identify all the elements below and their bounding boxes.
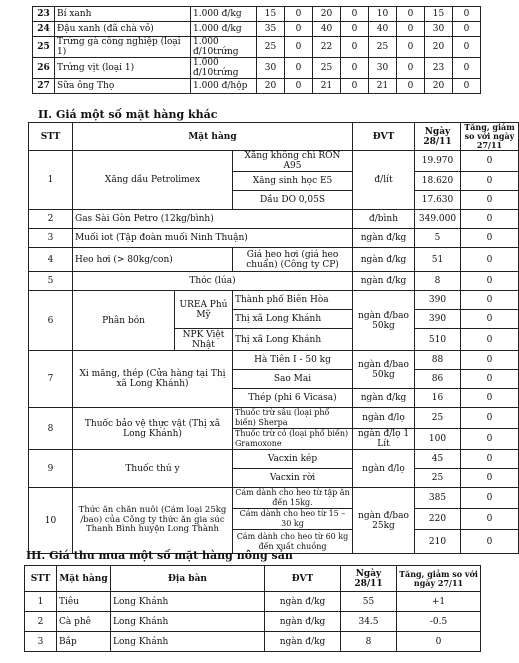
sub-item: Xăng không chì RON A95 (233, 151, 353, 172)
sub-item: Vacxin rời (233, 469, 353, 488)
row-stt: 8 (29, 408, 73, 450)
sub-item: Dầu DO 0,05S (233, 191, 353, 210)
price-cell: 21 (313, 79, 341, 94)
change: 0 (461, 248, 519, 272)
change: 0 (461, 151, 519, 172)
sub-item: Thuốc trừ sâu (loại phổ biến) Sherpa (233, 408, 353, 429)
row-stt: 6 (29, 291, 73, 351)
price-cell: 0 (397, 79, 425, 94)
price: 390 (415, 310, 461, 329)
price-cell: 0 (285, 37, 313, 58)
price-cell: 0 (397, 58, 425, 79)
price: 8 (415, 272, 461, 291)
table-row (33, 22, 481, 37)
header-unit: ĐVT (353, 123, 415, 151)
price-cell: 0 (341, 7, 369, 22)
price-cell: 30 (369, 58, 397, 79)
row-area: Long Khánh (111, 632, 265, 652)
row-item: Thuốc thú y (73, 450, 233, 488)
price-cell: 0 (285, 22, 313, 37)
change: 0 (461, 210, 519, 229)
sub-item: Giá heo hơi (giá heo chuẩn) (Công ty CP) (233, 248, 353, 272)
price-table-continued (32, 6, 481, 94)
price: 34.5 (341, 612, 397, 632)
price-cell: 22 (313, 37, 341, 58)
row-item: Tiêu (57, 592, 111, 612)
change: 0 (461, 272, 519, 291)
table-row (33, 37, 481, 58)
change: 0 (461, 172, 519, 191)
price: 220 (415, 509, 461, 530)
table-row (33, 7, 481, 22)
row-stt: 2 (29, 210, 73, 229)
price: 5 (415, 229, 461, 248)
sub-item: Sao Mai (233, 370, 353, 389)
price-cell: 0 (453, 7, 481, 22)
row-unit: ngàn đ/kg (353, 389, 415, 408)
price-cell: 0 (453, 79, 481, 94)
row-item: Thuốc bảo vệ thực vật (Thị xã Long Khánh) (73, 408, 233, 450)
header-item: Mặt hàng (57, 566, 111, 592)
change: 0 (461, 509, 519, 530)
table-row (33, 58, 481, 79)
row-item: Muối iot (Tập đoàn muối Ninh Thuận) (73, 229, 353, 248)
row-unit: ngàn đ/bao 50kg (353, 291, 415, 351)
price: 8 (341, 632, 397, 652)
change: 0 (461, 429, 519, 450)
row-item: Bí xanh (55, 7, 191, 22)
row-stt: 4 (29, 248, 73, 272)
row-item: Gas Sài Gòn Petro (12kg/bình) (73, 210, 353, 229)
farm-produce-price-table (24, 565, 481, 652)
row-unit: đ/lít (353, 151, 415, 210)
row-item: Heo hơi (> 80kg/con) (73, 248, 233, 272)
row-item: Đậu xanh (đã chà vỏ) (55, 22, 191, 37)
price-cell: 20 (313, 7, 341, 22)
other-goods-price-table-body (28, 122, 519, 554)
price-cell: 25 (313, 58, 341, 79)
change: 0 (461, 291, 519, 310)
row-stt: 5 (29, 272, 73, 291)
row-item: Xi măng, thép (Cửa hàng tại Thị xã Long Khánh) (73, 351, 233, 408)
header-change: Tăng, giảm so với ngày 27/11 (397, 566, 481, 592)
change: 0 (461, 389, 519, 408)
price-cell: 20 (257, 79, 285, 94)
header-stt: STT (29, 123, 73, 151)
price-cell: 0 (453, 58, 481, 79)
price-cell: 23 (425, 58, 453, 79)
row-unit: 1.000 đ/kg (191, 7, 257, 22)
row-unit: đ/bình (353, 210, 415, 229)
price: 349.000 (415, 210, 461, 229)
price: 88 (415, 351, 461, 370)
row-item: Thức ăn chăn nuôi (Cám loại 25kg /bao) của Công ty thức ăn gia súc Thanh Bình huyện Long Thành (73, 488, 233, 554)
price: 55 (341, 592, 397, 612)
price-cell: 40 (313, 22, 341, 37)
row-unit: ngàn đ/lọ 1 Lít (353, 429, 415, 450)
price-cell: 0 (285, 58, 313, 79)
row-stt: 9 (29, 450, 73, 488)
row-unit: ngàn đ/kg (353, 272, 415, 291)
header-item: Mặt hàng (73, 123, 353, 151)
row-unit: ngàn đ/lọ (353, 408, 415, 429)
price-cell: 0 (397, 22, 425, 37)
price-cell: 40 (369, 22, 397, 37)
change: +1 (397, 592, 481, 612)
price: 510 (415, 329, 461, 351)
change: 0 (461, 191, 519, 210)
row-stt: 26 (33, 58, 55, 79)
sub-item: Hà Tiên I - 50 kg (233, 351, 353, 370)
price-cell: 0 (453, 37, 481, 58)
change: 0 (461, 310, 519, 329)
row-item: Sữa ông Thọ (55, 79, 191, 94)
price: 19.970 (415, 151, 461, 172)
group-label: UREA Phú Mỹ (175, 291, 233, 329)
change: 0 (461, 229, 519, 248)
header-area: Địa bàn (111, 566, 265, 592)
header-unit: ĐVT (265, 566, 341, 592)
price-cell: 0 (341, 22, 369, 37)
sub-item: Thị xã Long Khánh (233, 329, 353, 351)
change: -0.5 (397, 612, 481, 632)
price-cell: 15 (257, 7, 285, 22)
price-cell: 25 (369, 37, 397, 58)
row-unit: ngàn đ/kg (353, 229, 415, 248)
row-stt: 23 (33, 7, 55, 22)
price-cell: 25 (257, 37, 285, 58)
price-cell: 0 (341, 58, 369, 79)
price-cell: 30 (257, 58, 285, 79)
sub-item: Thị xã Long Khánh (233, 310, 353, 329)
sub-item: Thép (phi 6 Vicasa) (233, 389, 353, 408)
header-stt: STT (25, 566, 57, 592)
table-row (25, 632, 481, 652)
row-area: Long Khánh (111, 592, 265, 612)
price: 16 (415, 389, 461, 408)
change: 0 (461, 530, 519, 554)
row-stt: 27 (33, 79, 55, 94)
price-cell: 15 (425, 7, 453, 22)
row-unit: ngàn đ/bao 25kg (353, 488, 415, 554)
change: 0 (461, 351, 519, 370)
price: 100 (415, 429, 461, 450)
section-2-heading: II. Giá một số mặt hàng khác (38, 108, 218, 121)
sub-item: Cám dành cho heo từ 15 – 30 kg (233, 509, 353, 530)
row-stt: 10 (29, 488, 73, 554)
row-stt: 1 (29, 151, 73, 210)
change: 0 (461, 469, 519, 488)
sub-item: Thành phố Biên Hòa (233, 291, 353, 310)
table-row (25, 612, 481, 632)
price-cell: 0 (397, 37, 425, 58)
table-row (33, 79, 481, 94)
row-stt: 25 (33, 37, 55, 58)
price-cell: 0 (397, 7, 425, 22)
row-stt: 24 (33, 22, 55, 37)
table-row (25, 592, 481, 612)
price: 210 (415, 530, 461, 554)
sub-item: Vacxin kép (233, 450, 353, 469)
row-stt: 1 (25, 592, 57, 612)
row-stt: 2 (25, 612, 57, 632)
price: 385 (415, 488, 461, 509)
row-stt: 7 (29, 351, 73, 408)
row-unit: ngàn đ/bao 50kg (353, 351, 415, 389)
group-label: NPK Việt Nhật (175, 329, 233, 351)
row-unit: 1.000 đ/10trứng (191, 58, 257, 79)
row-item: Phân bón (73, 291, 175, 351)
change: 0 (461, 370, 519, 389)
sub-item: Cám dành cho heo từ 60 kg đến xuất chuồng (233, 530, 353, 554)
price: 25 (415, 408, 461, 429)
header-date: Ngày 28/11 (341, 566, 397, 592)
row-item: Trứng vịt (loại 1) (55, 58, 191, 79)
row-item: Xăng dầu Petrolimex (73, 151, 233, 210)
row-item: Bắp (57, 632, 111, 652)
change: 0 (461, 329, 519, 351)
row-unit: ngàn đ/kg (265, 612, 341, 632)
price-cell: 21 (369, 79, 397, 94)
sub-item: Thuốc trừ cỏ (loại phổ biến) Gramoxone (233, 429, 353, 450)
price-cell: 20 (425, 79, 453, 94)
row-item: Cà phê (57, 612, 111, 632)
row-stt: 3 (29, 229, 73, 248)
price-cell: 0 (453, 22, 481, 37)
price: 390 (415, 291, 461, 310)
sub-item: Xăng sinh học E5 (233, 172, 353, 191)
price: 51 (415, 248, 461, 272)
row-item: Trứng gà công nghiệp (loại 1) (55, 37, 191, 58)
row-unit: ngàn đ/kg (353, 248, 415, 272)
price-cell: 20 (425, 37, 453, 58)
price-cell: 35 (257, 22, 285, 37)
header-date: Ngày 28/11 (415, 123, 461, 151)
price: 45 (415, 450, 461, 469)
price: 18.620 (415, 172, 461, 191)
change: 0 (461, 408, 519, 429)
row-unit: ngàn đ/lọ (353, 450, 415, 488)
price: 25 (415, 469, 461, 488)
price: 86 (415, 370, 461, 389)
price-cell: 0 (285, 79, 313, 94)
price-cell: 0 (341, 79, 369, 94)
row-area: Long Khánh (111, 612, 265, 632)
row-unit: ngàn đ/kg (265, 632, 341, 652)
section-3-heading: III. Giá thu mua một số mặt hàng nông sản (26, 549, 293, 562)
change: 0 (461, 488, 519, 509)
price-cell: 0 (341, 37, 369, 58)
row-unit: 1.000 đ/10trứng (191, 37, 257, 58)
change: 0 (397, 632, 481, 652)
price-cell: 10 (369, 7, 397, 22)
row-unit: 1.000 đ/hộp (191, 79, 257, 94)
change: 0 (461, 450, 519, 469)
row-stt: 3 (25, 632, 57, 652)
price-cell: 0 (285, 7, 313, 22)
row-unit: 1.000 đ/kg (191, 22, 257, 37)
header-change: Tăng, giảm so với ngày 27/11 (461, 123, 519, 151)
row-item: Thóc (lúa) (73, 272, 353, 291)
row-unit: ngàn đ/kg (265, 592, 341, 612)
price: 17.630 (415, 191, 461, 210)
price-cell: 30 (425, 22, 453, 37)
sub-item: Cám dành cho heo từ tập ăn đến 15kg. (233, 488, 353, 509)
